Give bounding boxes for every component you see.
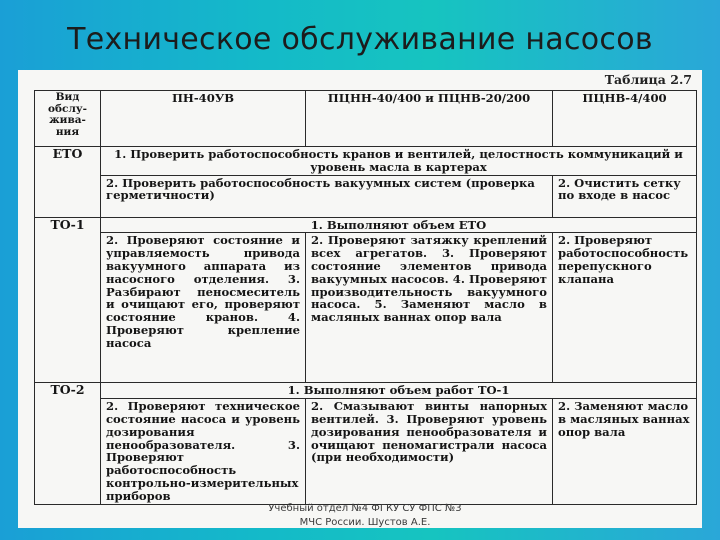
to1-pcnn-cell: 2. Проверяют затяжку креплений всех агрегатов. 3. Проверяют состояние элементов привода вакуумных насосов. 4. Проверяют производительность вакуумного насоса. 5. Заменяют масло в масляных ваннах опор вала	[306, 233, 553, 383]
to1-row-common	[35, 217, 697, 233]
eto-common-cell: 1. Проверить работоспособность кранов и вентилей, целостность коммуникаций и уровень масла в картерах	[101, 147, 697, 176]
to2-pcnn-cell: 2. Смазывают винты напорных вентилей. 3. Проверяют уровень дозирования пенообразователя и очищают пеномагистрали насоса (при необходимости)	[306, 399, 553, 504]
eto-row-common	[35, 147, 697, 176]
to1-common-cell: 1. Выполняют объем ЕТО	[101, 217, 697, 233]
slide-footer	[245, 502, 485, 530]
to2-pcnv4-cell: 2. Заменяют масло в масляных ваннах опор вала	[553, 399, 697, 504]
footer-line-2: МЧС России. Шустов А.Е.	[299, 517, 431, 528]
to2-pn40-cell: 2. Проверяют техническое состояние насоса и уровень дозирования пенообразователя. 3. Проверяют работоспособность контрольно-измерительных приборов	[101, 399, 306, 504]
to2-row-common	[35, 383, 697, 399]
header-pn40uv: ПН-40УВ	[101, 91, 306, 147]
table-header-row	[35, 91, 697, 147]
scanned-table-sheet	[18, 70, 702, 528]
to1-pcnv4-cell: 2. Проверяют работоспособность перепускного клапана	[553, 233, 697, 383]
to2-common-cell: 1. Выполняют объем работ ТО-1	[101, 383, 697, 399]
maintenance-table	[34, 90, 697, 505]
footer-line-1: Учебный отдел №4 ФГКУ СУ ФПС №3	[268, 503, 462, 514]
slide-title: Техническое обслуживание насосов	[67, 22, 653, 57]
row-label-eto: ЕТО	[35, 147, 101, 218]
eto-vacuum-cell: 2. Проверить работоспособность вакуумных систем (проверка герметичности)	[101, 175, 553, 217]
header-service-type: Вид обслу- жива- ния	[35, 91, 101, 147]
eto-pcnv4-cell: 2. Очистить сетку по входе в насос	[553, 175, 697, 217]
eto-row-detail	[35, 175, 697, 217]
header-pcnn: ПЦНН-40/400 и ПЦНВ-20/200	[306, 91, 553, 147]
row-label-to2: ТО-2	[35, 383, 101, 504]
to1-row-detail	[35, 233, 697, 383]
table-caption: Таблица 2.7	[604, 72, 692, 87]
row-label-to1: ТО-1	[35, 217, 101, 383]
to2-row-detail	[35, 399, 697, 504]
header-pcnv4: ПЦНВ-4/400	[553, 91, 697, 147]
to1-pn40-cell: 2. Проверяют состояние и управляемость привода вакуумного аппарата из насосного отделения. 3. Разбирают пеносмеситель и очищают его, проверяют состояние кранов. 4. Проверяют крепление насоса	[101, 233, 306, 383]
